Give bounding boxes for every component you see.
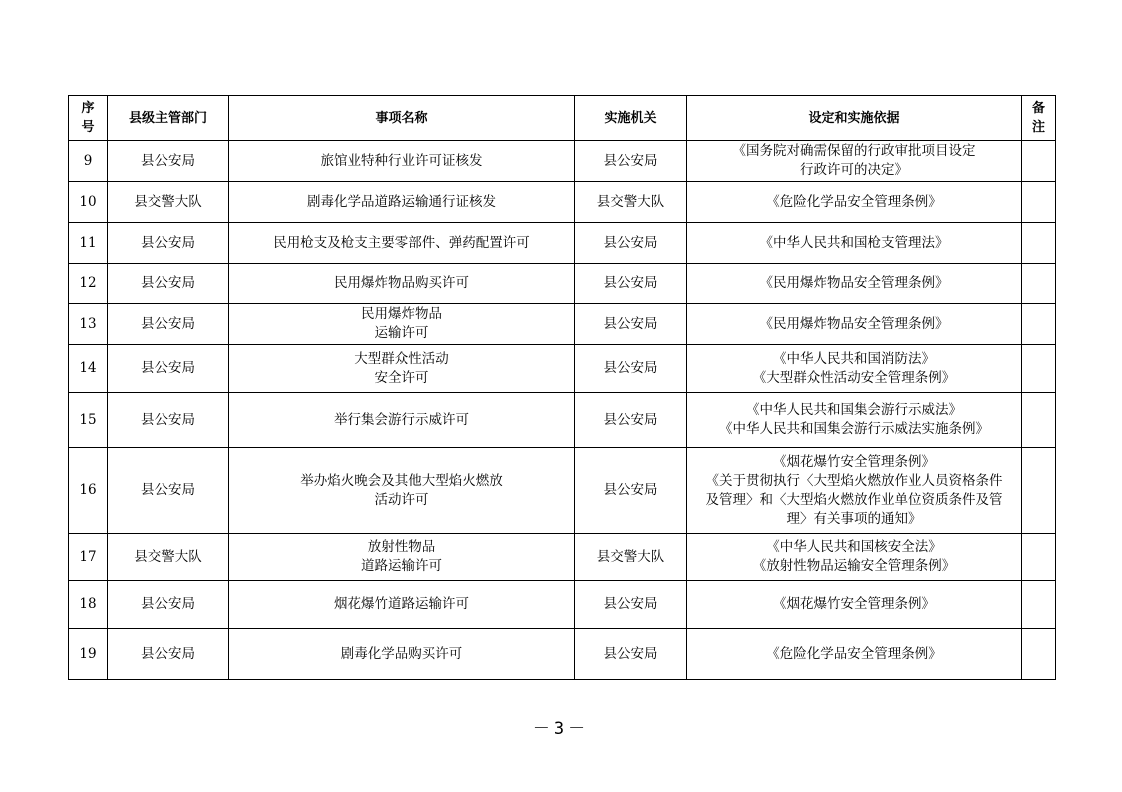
table-row [69,182,1056,223]
cell-dept: 县公安局 [108,304,229,345]
cell-agency: 县公安局 [575,629,687,680]
cell-no: 14 [69,345,108,393]
cell-basis-line: 《危险化学品安全管理条例》 [766,193,942,210]
header-basis: 设定和实施依据 [687,96,1022,141]
table-row [69,223,1056,264]
cell-dept: 县公安局 [108,393,229,448]
cell-item [229,581,575,629]
cell-basis [687,264,1022,304]
cell-item-line: 剧毒化学品道路运输通行证核发 [307,193,496,210]
table-row [69,264,1056,304]
table-row [69,141,1056,182]
cell-basis-line: 《中华人民共和国枪支管理法》 [759,234,949,251]
cell-item-line: 剧毒化学品购买许可 [340,645,463,662]
cell-agency: 县公安局 [575,264,687,304]
cell-item-line: 民用枪支及枪支主要零部件、弹药配置许可 [273,234,530,251]
cell-item [229,264,575,304]
cell-note [1022,141,1056,182]
table-row [69,629,1056,680]
cell-item-line: 大型群众性活动 [354,350,449,367]
cell-dept: 县公安局 [108,264,229,304]
table-row [69,304,1056,345]
cell-basis [687,223,1022,264]
cell-dept: 县公安局 [108,141,229,182]
cell-basis [687,393,1022,448]
cell-note [1022,448,1056,534]
cell-item [229,304,575,345]
cell-no: 17 [69,534,108,581]
cell-basis [687,581,1022,629]
cell-no: 10 [69,182,108,223]
cell-basis-line: 及管理〉和〈大型焰火燃放作业单位资质条件及管 [705,491,1003,508]
table-row [69,534,1056,581]
cell-basis-line: 《民用爆炸物品安全管理条例》 [759,275,949,291]
cell-agency: 县公安局 [575,304,687,345]
cell-item [229,629,575,680]
cell-agency: 县公安局 [575,448,687,534]
cell-agency: 县公安局 [575,393,687,448]
cell-item-line: 道路运输许可 [361,558,442,574]
cell-agency: 县公安局 [575,345,687,393]
cell-basis [687,345,1022,393]
header-seq: 序 号 [69,96,108,141]
header-agency: 实施机关 [575,96,687,141]
cell-note [1022,393,1056,448]
header-item: 事项名称 [229,96,575,141]
cell-dept: 县公安局 [108,581,229,629]
cell-basis [687,182,1022,223]
header-note: 备 注 [1022,96,1056,141]
cell-dept: 县公安局 [108,448,229,534]
table-row [69,345,1056,393]
cell-note [1022,581,1056,629]
cell-basis-line: 《烟花爆竹安全管理条例》 [773,596,935,612]
cell-item-line: 烟花爆竹道路运输许可 [334,596,469,612]
cell-basis-line: 《中华人民共和国集会游行示威法实施条例》 [719,421,989,437]
permit-items-table [68,95,1056,680]
cell-item-line: 活动许可 [374,491,429,508]
cell-basis-line: 《关于贯彻执行〈大型焰火燃放作业人员资格条件 [705,472,1003,489]
page-number: －3－ [532,719,590,739]
table-row [69,448,1056,534]
table-body [69,141,1056,680]
cell-basis-line: 《民用爆炸物品安全管理条例》 [759,315,949,332]
cell-note [1022,534,1056,581]
cell-basis-line: 行政许可的决定》 [800,162,908,178]
cell-basis-line: 《危险化学品安全管理条例》 [766,645,942,662]
cell-no: 15 [69,393,108,448]
cell-note [1022,182,1056,223]
cell-basis [687,304,1022,345]
cell-item-line: 运输许可 [374,325,429,341]
cell-item-line: 放射性物品 [367,539,436,555]
cell-agency: 县公安局 [575,581,687,629]
cell-note [1022,629,1056,680]
cell-dept: 县公安局 [108,629,229,680]
cell-item [229,141,575,182]
cell-item-line: 民用爆炸物品购买许可 [334,275,469,291]
header-dept: 县级主管部门 [108,96,229,141]
cell-basis-line: 《放射性物品运输安全管理条例》 [752,558,956,574]
cell-dept: 县交警大队 [108,534,229,581]
cell-item [229,448,575,534]
cell-item [229,182,575,223]
cell-basis-line: 《中华人民共和国核安全法》 [766,539,942,555]
cell-basis [687,534,1022,581]
cell-item-line: 民用爆炸物品 [361,306,442,322]
cell-agency: 县交警大队 [575,182,687,223]
table-row [69,581,1056,629]
cell-dept: 县公安局 [108,345,229,393]
cell-no: 18 [69,581,108,629]
cell-basis [687,448,1022,534]
cell-no: 16 [69,448,108,534]
cell-item [229,223,575,264]
cell-item [229,345,575,393]
cell-dept: 县公安局 [108,223,229,264]
cell-note [1022,304,1056,345]
cell-item [229,534,575,581]
cell-agency: 县交警大队 [575,534,687,581]
cell-item [229,393,575,448]
cell-basis [687,141,1022,182]
cell-item-line: 举办焰火晚会及其他大型焰火燃放 [300,472,503,489]
cell-no: 9 [69,141,108,182]
cell-note [1022,223,1056,264]
cell-basis [687,629,1022,680]
cell-basis-line: 《烟花爆竹安全管理条例》 [773,453,935,470]
cell-item-line: 举行集会游行示威许可 [334,411,469,428]
cell-no: 19 [69,629,108,680]
cell-note [1022,264,1056,304]
cell-no: 11 [69,223,108,264]
cell-item-line: 安全许可 [374,369,429,386]
cell-basis-line: 《中华人民共和国集会游行示威法》 [746,402,962,418]
table-header-row [69,96,1056,141]
cell-basis-line: 《国务院对确需保留的行政审批项目设定 [732,143,976,159]
cell-no: 13 [69,304,108,345]
cell-agency: 县公安局 [575,223,687,264]
cell-basis-line: 《中华人民共和国消防法》 [773,350,935,367]
cell-agency: 县公安局 [575,141,687,182]
cell-dept: 县交警大队 [108,182,229,223]
table-row [69,393,1056,448]
cell-no: 12 [69,264,108,304]
cell-basis-line: 《大型群众性活动安全管理条例》 [752,369,956,386]
cell-item-line: 旅馆业特种行业许可证核发 [320,152,483,169]
cell-basis-line: 理〉有关事项的通知》 [786,510,922,527]
cell-note [1022,345,1056,393]
